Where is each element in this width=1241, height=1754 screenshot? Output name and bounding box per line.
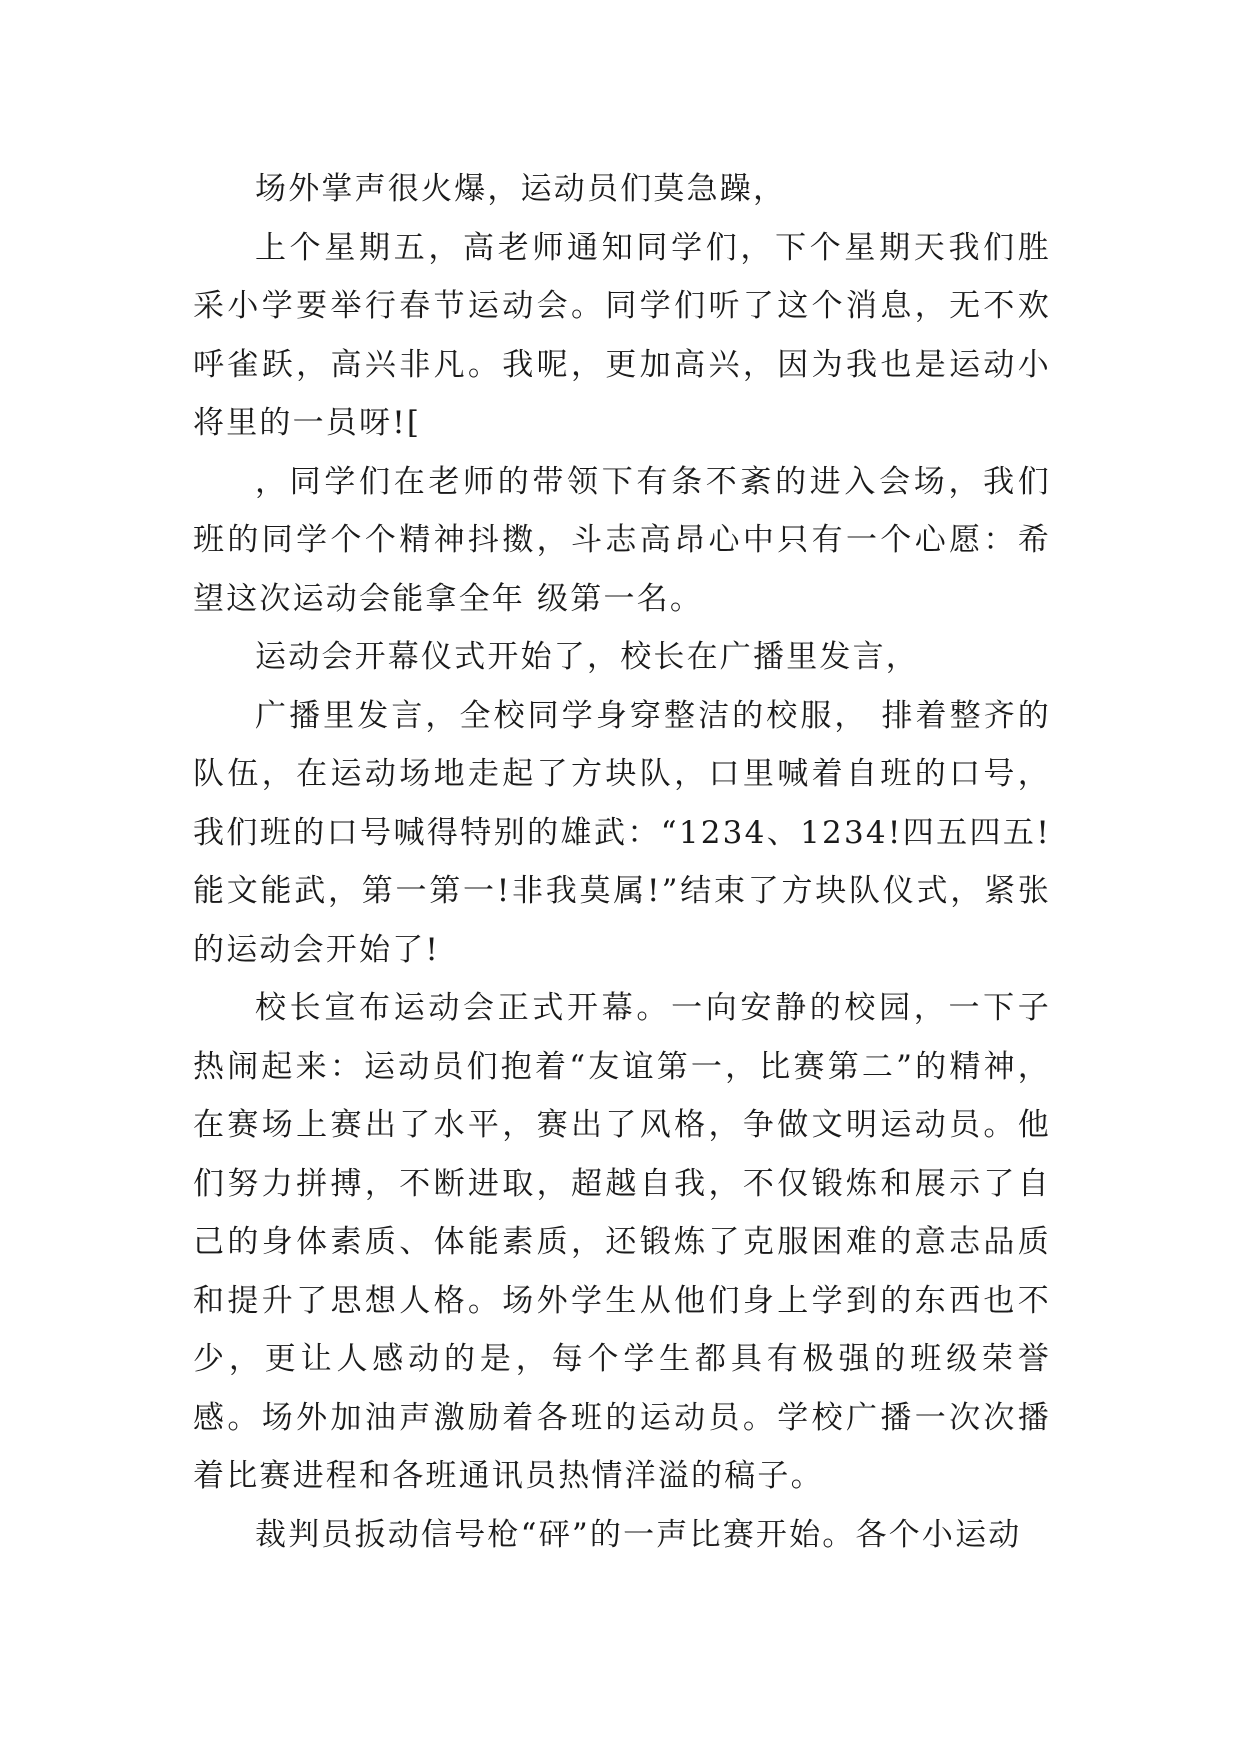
paragraph: 上个星期五，高老师通知同学们，下个星期天我们胜采小学要举行春节运动会。同学们听了这个消息，无不欢呼雀跃，高兴非凡。我呢，更加高兴，因为我也是运动小将里的一员呀![ bbox=[193, 229, 1051, 441]
paragraph: 运动会开幕仪式开始了，校长在广播里发言， bbox=[255, 639, 919, 675]
paragraph: 校长宣布运动会正式开幕。一向安静的校园，一下子热闹起来：运动员们抱着“友谊第一，比赛第二”的精神，在赛场上赛出了水平，赛出了风格，争做文明运动员。他们努力拼搏，不断进取，超越自我，不仅锻炼和展示了自己的身体素质、体能素质，还锻炼了克服困难的意志品质和提升了思想人格。场外学生从他们身上学到的东西也不少，更让人感动的是，每个学生都具有极强的班级荣誉感。场外加油声激励着各班的运动员。学校广播一次次播着比赛进程和各班通讯员热情洋溢的稿子。 bbox=[193, 990, 1051, 1494]
paragraph: 广播里发言，全校同学身穿整洁的校服， 排着整齐的队伍，在运动场地走起了方块队，口里喊着自班的口号，我们班的口号喊得特别的雄武：“1234、1234!四五四五!能文能武，第一第一!非我莫属!”结束了方块队仪式，紧张的运动会开始了! bbox=[193, 697, 1051, 968]
paragraph: 场外掌声很火爆，运动员们莫急躁， bbox=[255, 171, 787, 207]
paragraph: ，同学们在老师的带领下有条不紊的进入会场，我们班的同学个个精神抖擞，斗志高昂心中只有一个心愿：希望这次运动会能拿全年 级第一名。 bbox=[193, 463, 1051, 617]
body-text bbox=[193, 160, 1051, 1564]
paragraph: 裁判员扳动信号枪“砰”的一声比赛开始。各个小运动 bbox=[255, 1516, 1022, 1553]
